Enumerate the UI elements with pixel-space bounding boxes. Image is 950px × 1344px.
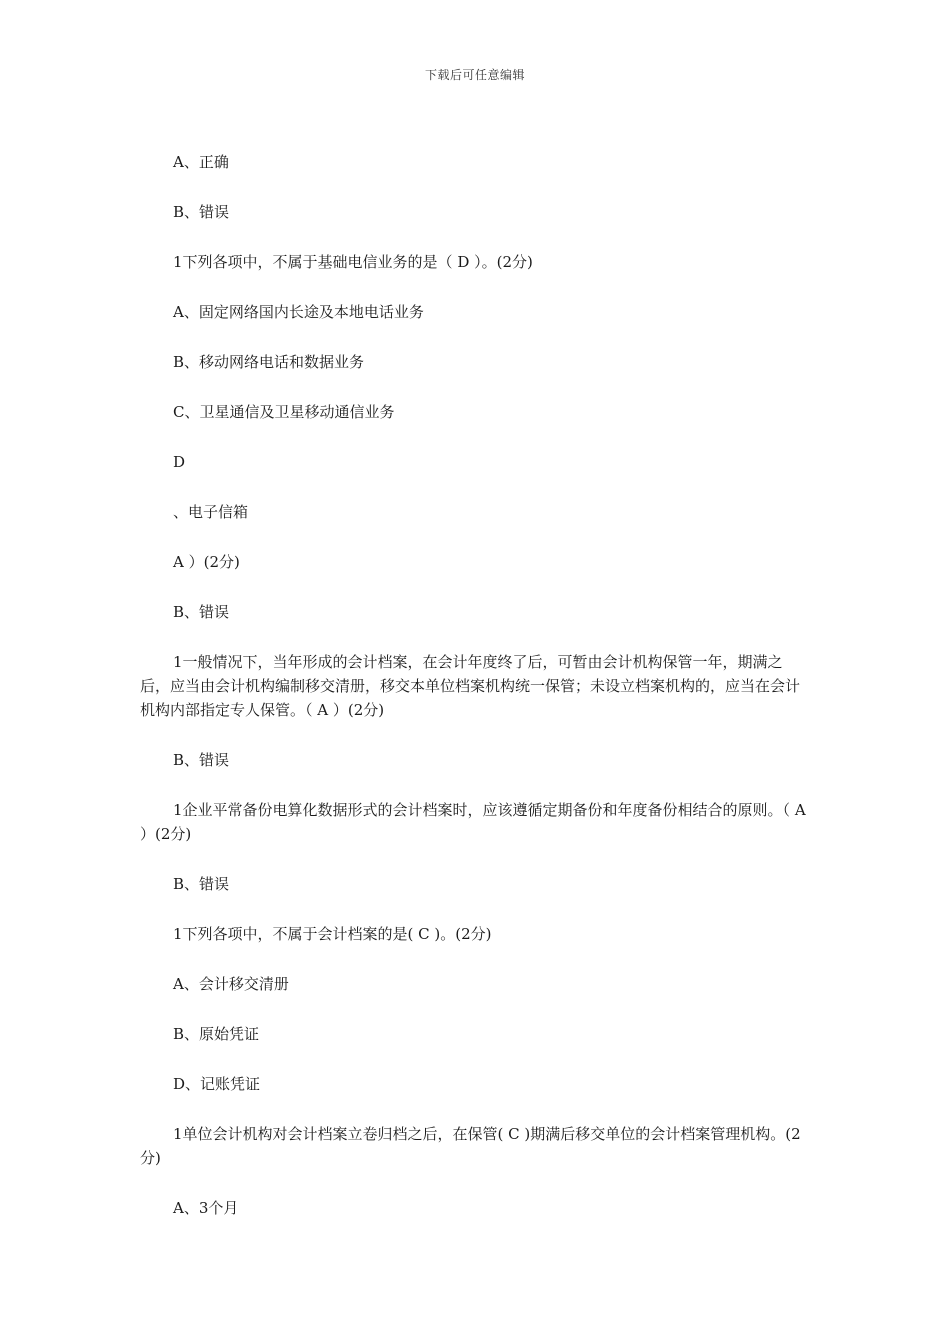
- option-line: A、正确: [173, 153, 229, 171]
- question-line: 1下列各项中，不属于基础电信业务的是（ D ）。(2分): [173, 253, 533, 271]
- option-line: B、错误: [173, 603, 230, 621]
- option-line: B、原始凭证: [173, 1025, 260, 1043]
- question-paragraph: 1单位会计机构对会计档案立卷归档之后，在保管( C )期满后移交单位的会计档案管理机构。(2分): [140, 1125, 801, 1167]
- question-paragraph: 1一般情况下，当年形成的会计档案，在会计年度终了后，可暂由会计机构保管一年，期满之后，应当由会计机构编制移交清册，移交本单位档案机构统一保管；未设立档案机构的，应当在会计机构内部指定专人保管。（ A ）(2分): [140, 653, 801, 719]
- option-line: A、会计移交清册: [173, 975, 289, 993]
- option-line: A、固定网络国内长途及本地电话业务: [173, 303, 424, 321]
- option-line: B、移动网络电话和数据业务: [173, 353, 365, 371]
- answer-line: A ）(2分): [173, 553, 240, 571]
- page-header: 下载后可任意编辑: [424, 68, 525, 82]
- option-line: B、错误: [173, 875, 230, 893]
- document-body: [140, 150, 812, 1246]
- option-line: 、电子信箱: [173, 503, 249, 521]
- option-line: A、3个月: [173, 1199, 239, 1217]
- option-line: B、错误: [173, 751, 230, 769]
- option-line: C、卫星通信及卫星移动通信业务: [173, 403, 395, 421]
- question-paragraph: 1企业平常备份电算化数据形式的会计档案时，应该遵循定期备份和年度备份相结合的原则。（ A ）(2分): [140, 801, 806, 843]
- option-line: D、记账凭证: [173, 1075, 261, 1093]
- option-line: D: [173, 453, 186, 471]
- question-line: 1下列各项中，不属于会计档案的是( C )。(2分): [173, 925, 492, 943]
- option-line: B、错误: [173, 203, 230, 221]
